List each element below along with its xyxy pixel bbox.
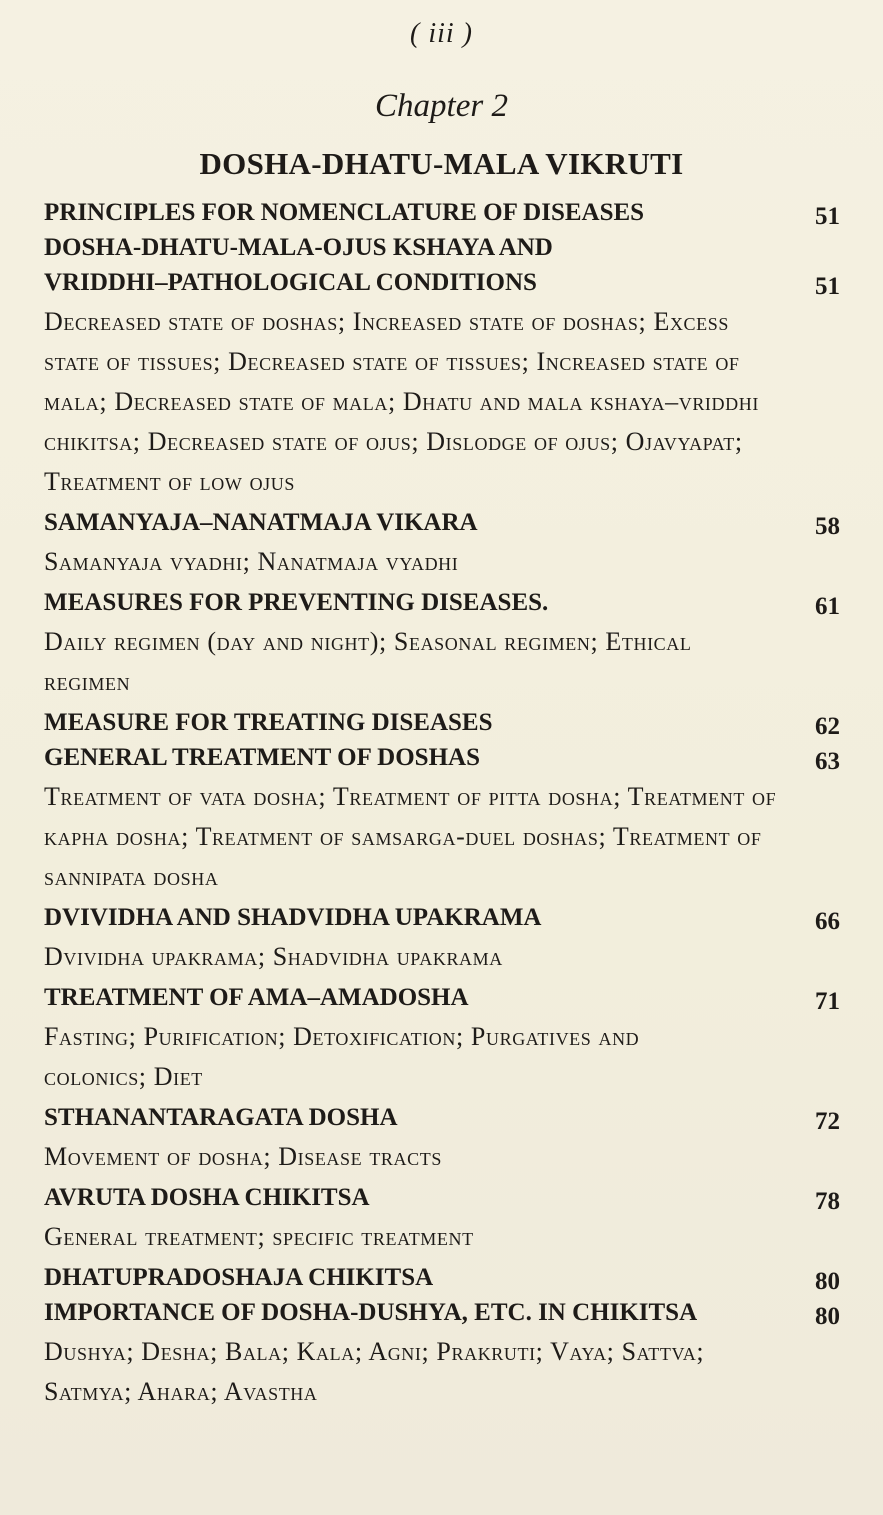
table-of-contents: [44, 195, 844, 1415]
toc-entry-title: DVIVIDHA AND SHADVIDHA UPAKRAMA: [44, 904, 542, 931]
toc-entry-subtopics: Fasting; Purification; Detoxification; Purgatives and colonics; Diet: [44, 1022, 640, 1091]
toc-entry-sthanantaragata: [44, 1100, 844, 1135]
toc-entry-page: 80: [815, 1268, 840, 1295]
toc-entry-title: AVRUTA DOSHA CHIKITSA: [44, 1184, 370, 1211]
toc-entry-title: PRINCIPLES FOR NOMENCLATURE OF DISEASES: [44, 199, 645, 226]
toc-entry-page: 72: [815, 1108, 840, 1135]
toc-entry-ama: [44, 980, 844, 1015]
toc-entry-general-treatment: [44, 740, 844, 775]
toc-entry-treating: [44, 705, 844, 740]
toc-entry-title: MEASURES FOR PREVENTING DISEASES.: [44, 589, 549, 616]
toc-entry-page: 51: [815, 203, 840, 230]
toc-entry-title: GENERAL TREATMENT OF DOSHAS: [44, 744, 480, 771]
toc-entry-page: 63: [815, 748, 840, 775]
toc-entry-page: 51: [815, 273, 840, 300]
toc-entry-avruta: [44, 1180, 844, 1215]
toc-entry-dhatupradoshaja: [44, 1260, 844, 1295]
toc-entry-page: 71: [815, 988, 840, 1015]
toc-entry-kshaya-vriddhi: [44, 230, 844, 300]
toc-entry-page: 80: [815, 1303, 840, 1330]
toc-entry-subtopics: Dvividha upakrama; Shadvidha upakrama: [44, 942, 503, 971]
toc-entry-subtopics: Dushya; Desha; Bala; Kala; Agni; Prakruti; Vaya; Sattva; Satmya; Ahara; Avastha: [44, 1337, 705, 1406]
toc-entry-title: DOSHA-DHATU-MALA-OJUS KSHAYA AND VRIDDHI–PATHOLOGICAL CONDITIONS: [44, 234, 553, 296]
toc-entry-title: IMPORTANCE OF DOSHA-DUSHYA, ETC. IN CHIKITSA: [44, 1299, 698, 1326]
chapter-heading: Chapter 2: [375, 88, 508, 124]
toc-entry-preventing: [44, 585, 844, 620]
toc-entry-importance: [44, 1295, 844, 1330]
toc-entry-page: 58: [815, 513, 840, 540]
toc-entry-subtopics: Treatment of vata dosha; Treatment of pitta dosha; Treatment of kapha dosha; Treatment of samsarga-duel doshas; Treatment of sannipata dosha: [44, 782, 777, 891]
toc-entry-title: TREATMENT OF AMA–AMADOSHA: [44, 984, 469, 1011]
toc-entry-samanyaja: [44, 505, 844, 540]
toc-entry-page: 78: [815, 1188, 840, 1215]
toc-entry-title: SAMANYAJA–NANATMAJA VIKARA: [44, 509, 478, 536]
toc-entry-title: MEASURE FOR TREATING DISEASES: [44, 709, 493, 736]
toc-entry-subtopics: General treatment; specific treatment: [44, 1222, 474, 1251]
toc-entry-nomenclature: [44, 195, 844, 230]
toc-entry-subtopics: Samanyaja vyadhi; Nanatmaja vyadhi: [44, 547, 459, 576]
toc-entry-subtopics: Decreased state of doshas; Increased state of doshas; Excess state of tissues; Decreased state of tissues; Increased state of mala; Decreased state of mala; Dhatu and mala kshaya–vriddhi chikitsa; Decreased state of ojus; Dislodge of ojus; Ojavyapat; Treatment of low ojus: [44, 307, 759, 496]
toc-entry-page: 62: [815, 713, 840, 740]
toc-entry-title: DHATUPRADOSHAJA CHIKITSA: [44, 1264, 434, 1291]
page-number: ( iii ): [410, 18, 473, 49]
toc-entry-page: 66: [815, 908, 840, 935]
toc-entry-subtopics: Movement of dosha; Disease tracts: [44, 1142, 442, 1171]
toc-entry-title: STHANANTARAGATA DOSHA: [44, 1104, 398, 1131]
toc-entry-upakrama: [44, 900, 844, 935]
toc-entry-page: 61: [815, 593, 840, 620]
chapter-title: DOSHA-DHATU-MALA VIKRUTI: [199, 146, 684, 181]
toc-entry-subtopics: Daily regimen (day and night); Seasonal regimen; Ethical regimen: [44, 627, 692, 696]
